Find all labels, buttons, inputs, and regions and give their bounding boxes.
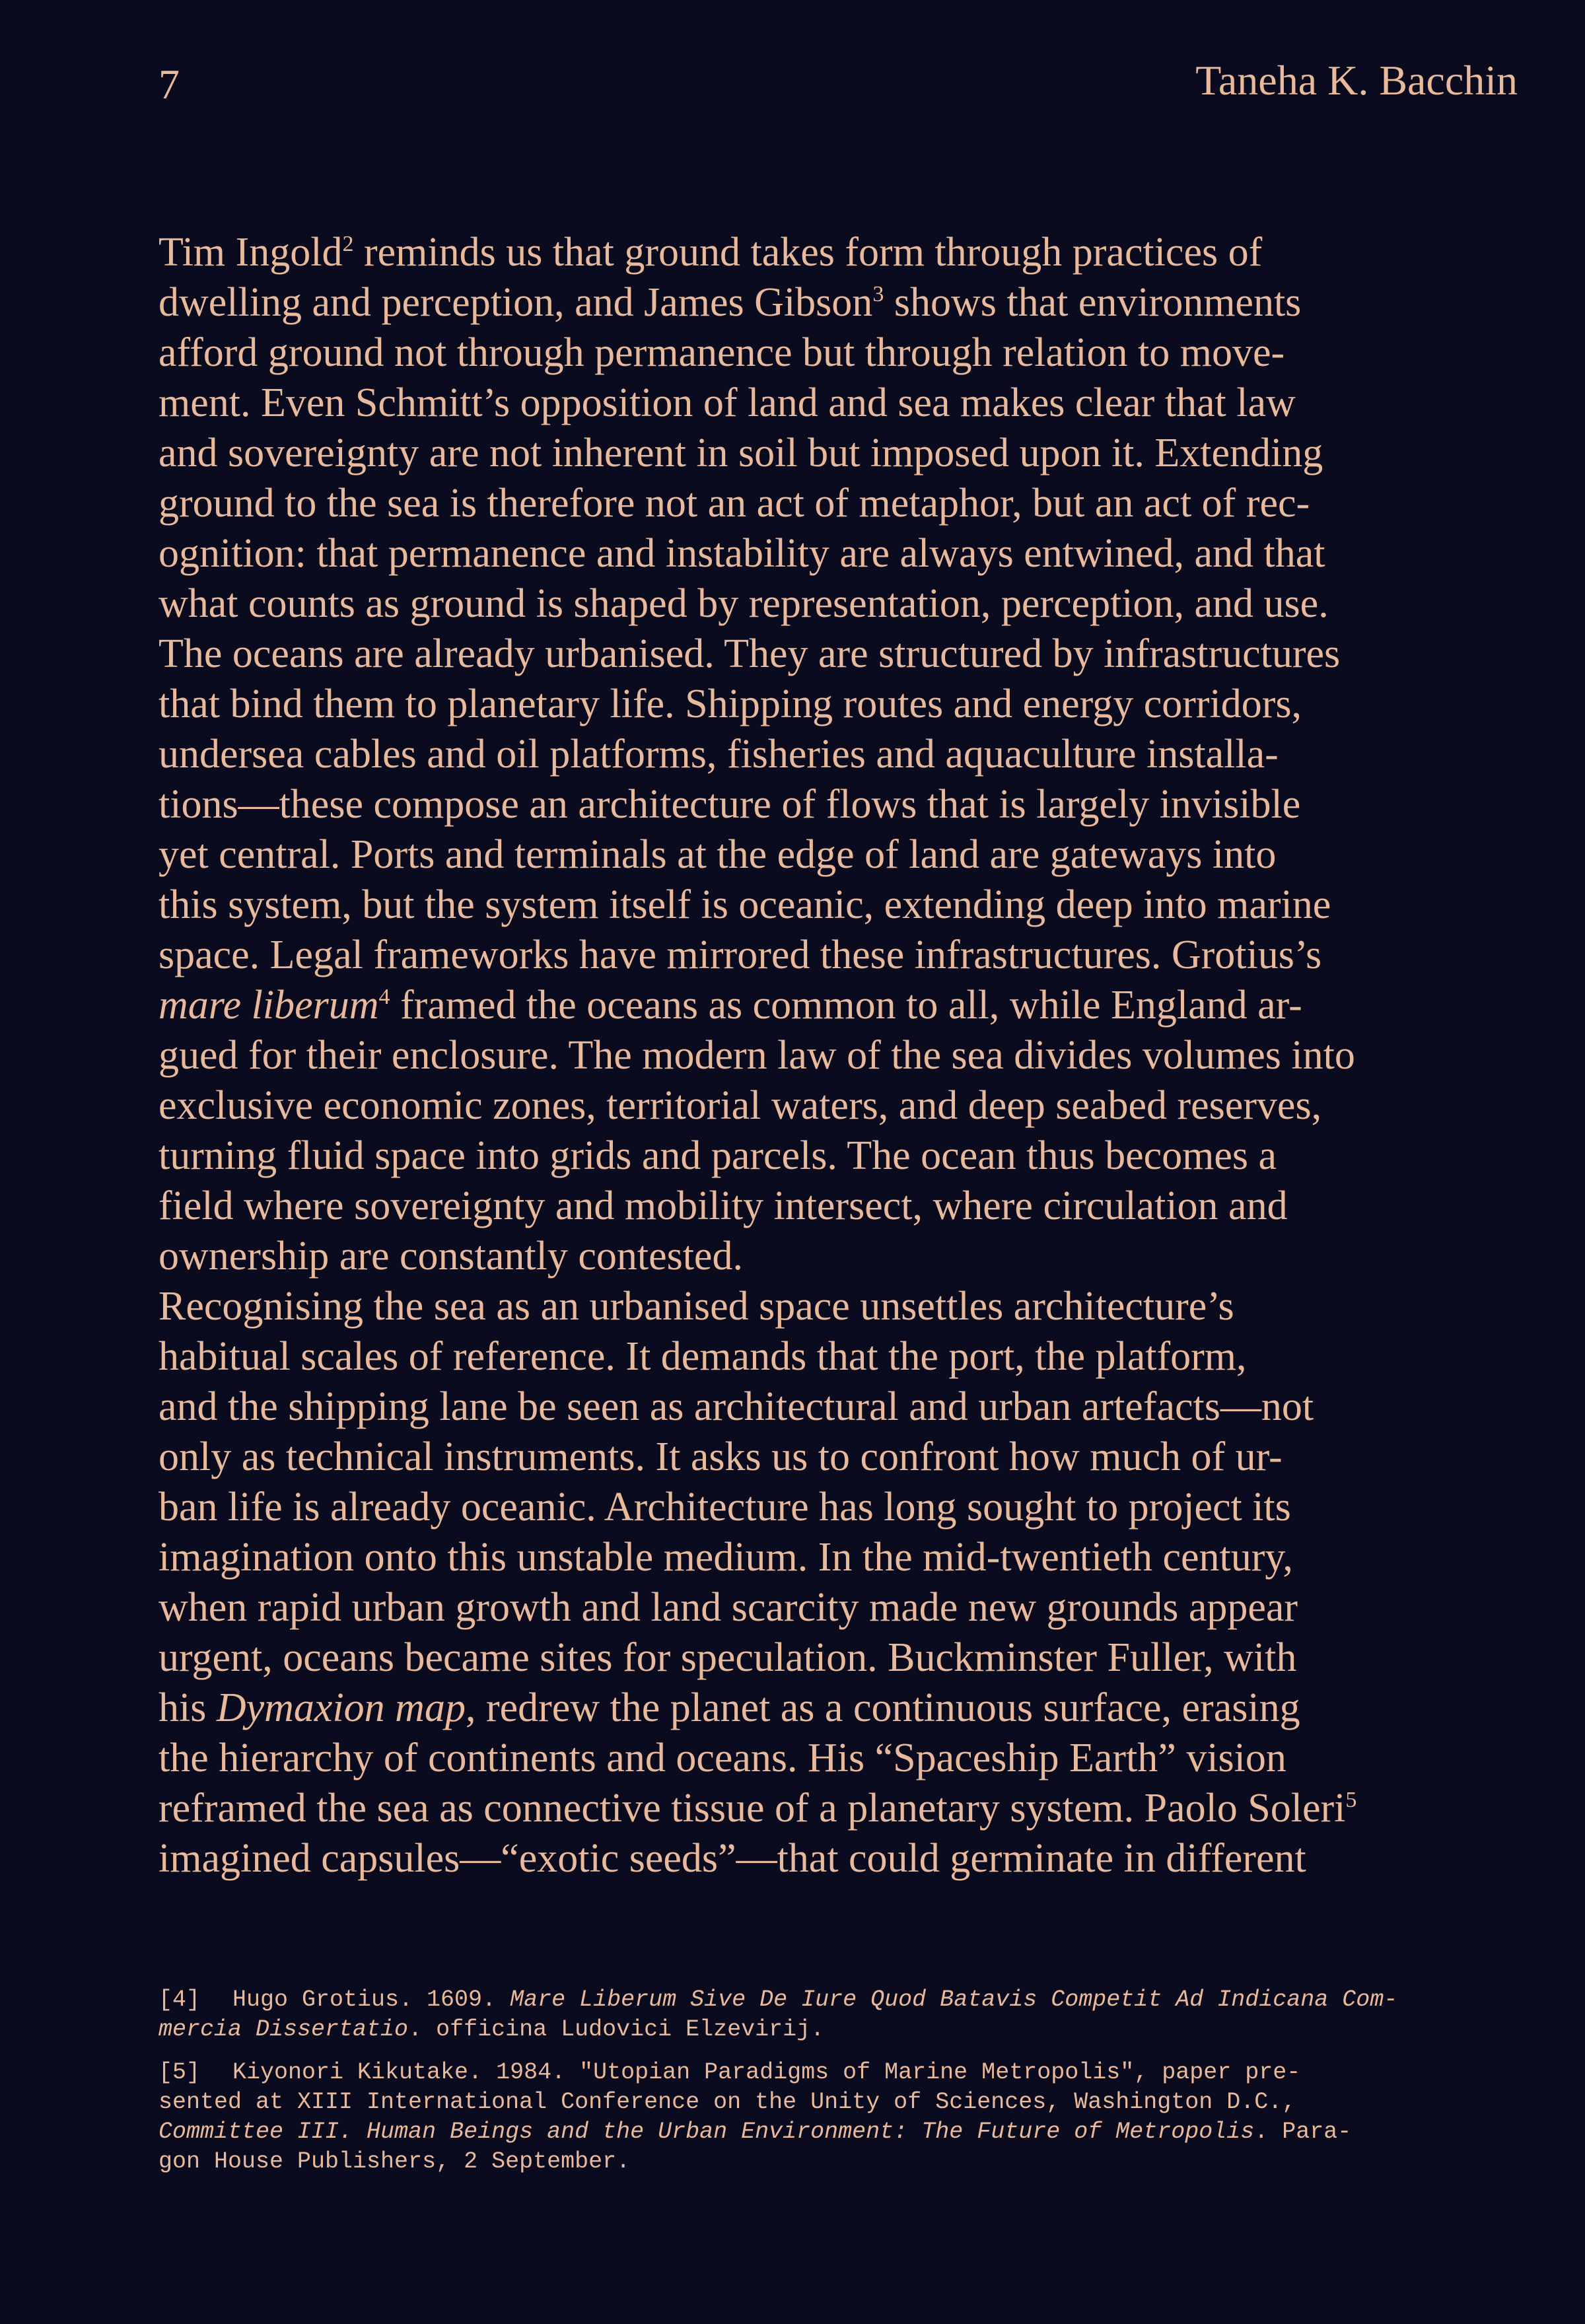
text-line: ognition: that permanence and instability are always entwined, and that	[158, 531, 1325, 576]
text-line: Recognising the sea as an urbanised space unsettles architecture’s	[158, 1284, 1234, 1329]
text-line: urgent, oceans became sites for speculation. Buckminster Fuller, with	[158, 1635, 1297, 1680]
text-line: yet central. Ports and terminals at the edge of land are gateways into	[158, 832, 1277, 877]
footnote-marker: [5]	[158, 2059, 201, 2086]
text-line: and the shipping lane be seen as architectural and urban artefacts—not	[158, 1384, 1314, 1429]
text-line: what counts as ground is shaped by representation, perception, and use.	[158, 581, 1329, 626]
text-line: afford ground not through permanence but through relation to move-	[158, 330, 1285, 375]
text-line: gued for their enclosure. The modern law of the sea divides volumes into	[158, 1033, 1355, 1078]
text-line: imagination onto this unstable medium. In the mid-twentieth century,	[158, 1535, 1293, 1580]
text-line: ownership are constantly contested.	[158, 1234, 743, 1279]
footnotes	[158, 1985, 1532, 2190]
footnote-marker: [4]	[158, 1987, 201, 2013]
text-line: ban life is already oceanic. Architecture has long sought to project its	[158, 1485, 1291, 1530]
footnote-ref-2: 2	[342, 232, 354, 256]
text-line: ment. Even Schmitt’s opposition of land and sea makes clear that law	[158, 380, 1296, 425]
body-text	[158, 227, 1545, 1884]
footnote-ref-4: 4	[378, 985, 390, 1009]
text-line: his Dymaxion map, redrew the planet as a continuous surface, erasing	[158, 1685, 1300, 1730]
text-line: imagined capsules—“exotic seeds”—that could germinate in different	[158, 1836, 1306, 1881]
text-line: The oceans are already urbanised. They are structured by infrastructures	[158, 631, 1341, 676]
text-line: and sovereignty are not inherent in soil but imposed upon it. Extending	[158, 431, 1323, 475]
text-line: Tim Ingold$^2$ reminds us that ground takes form through practices of	[158, 230, 1263, 275]
footnote-5: [5] Kiyonori Kikutake. 1984. "Utopian Paradigms of Marine Metropolis", paper pre- sented at XIII International Conference on the Unity of Sciences, Washington D.C., Committee III. Human Beings and the Urban Environment: The Future of Metropolis. Para- gon House Publishers, 2 September.	[158, 2059, 1352, 2175]
text-line: habitual scales of reference. It demands that the port, the platform,	[158, 1334, 1247, 1379]
footnote-ref-3: 3	[872, 282, 884, 306]
text-line: this system, but the system itself is oceanic, extending deep into marine	[158, 882, 1331, 927]
running-head-author: Taneha K. Bacchin	[1195, 57, 1518, 104]
text-line: reframed the sea as connective tissue of a planetary system. Paolo Soleri$^5$	[158, 1786, 1357, 1831]
text-line: only as technical instruments. It asks us to confront how much of ur-	[158, 1434, 1283, 1479]
text-line: the hierarchy of continents and oceans. His “Spaceship Earth” vision	[158, 1736, 1286, 1780]
text-line: mare liberum$^4$ framed the oceans as common to all, while England ar-	[158, 983, 1302, 1028]
text-line: when rapid urban growth and land scarcity made new grounds appear	[158, 1585, 1298, 1630]
text-line: tions—these compose an architecture of flows that is largely invisible	[158, 782, 1301, 827]
text-line: exclusive economic zones, territorial waters, and deep seabed reserves,	[158, 1083, 1322, 1128]
footnote-4: [4] Hugo Grotius. 1609. Mare Liberum Sive De Iure Quod Batavis Competit Ad Indicana Com- mercia Dissertatio. officina Ludovici Elzevirij.	[158, 1987, 1398, 2043]
footnote-ref-5: 5	[1345, 1788, 1357, 1812]
text-line: dwelling and perception, and James Gibson$^3$ shows that environments	[158, 280, 1302, 325]
page-number: 7	[158, 61, 180, 108]
text-line: undersea cables and oil platforms, fisheries and aquaculture installa-	[158, 732, 1279, 777]
text-line: ground to the sea is therefore not an act of metaphor, but an act of rec-	[158, 481, 1310, 526]
text-line: field where sovereignty and mobility intersect, where circulation and	[158, 1183, 1288, 1228]
text-line: space. Legal frameworks have mirrored these infrastructures. Grotius’s	[158, 933, 1322, 977]
text-line: that bind them to planetary life. Shipping routes and energy corridors,	[158, 682, 1302, 726]
text-line: turning fluid space into grids and parcels. The ocean thus becomes a	[158, 1133, 1277, 1178]
